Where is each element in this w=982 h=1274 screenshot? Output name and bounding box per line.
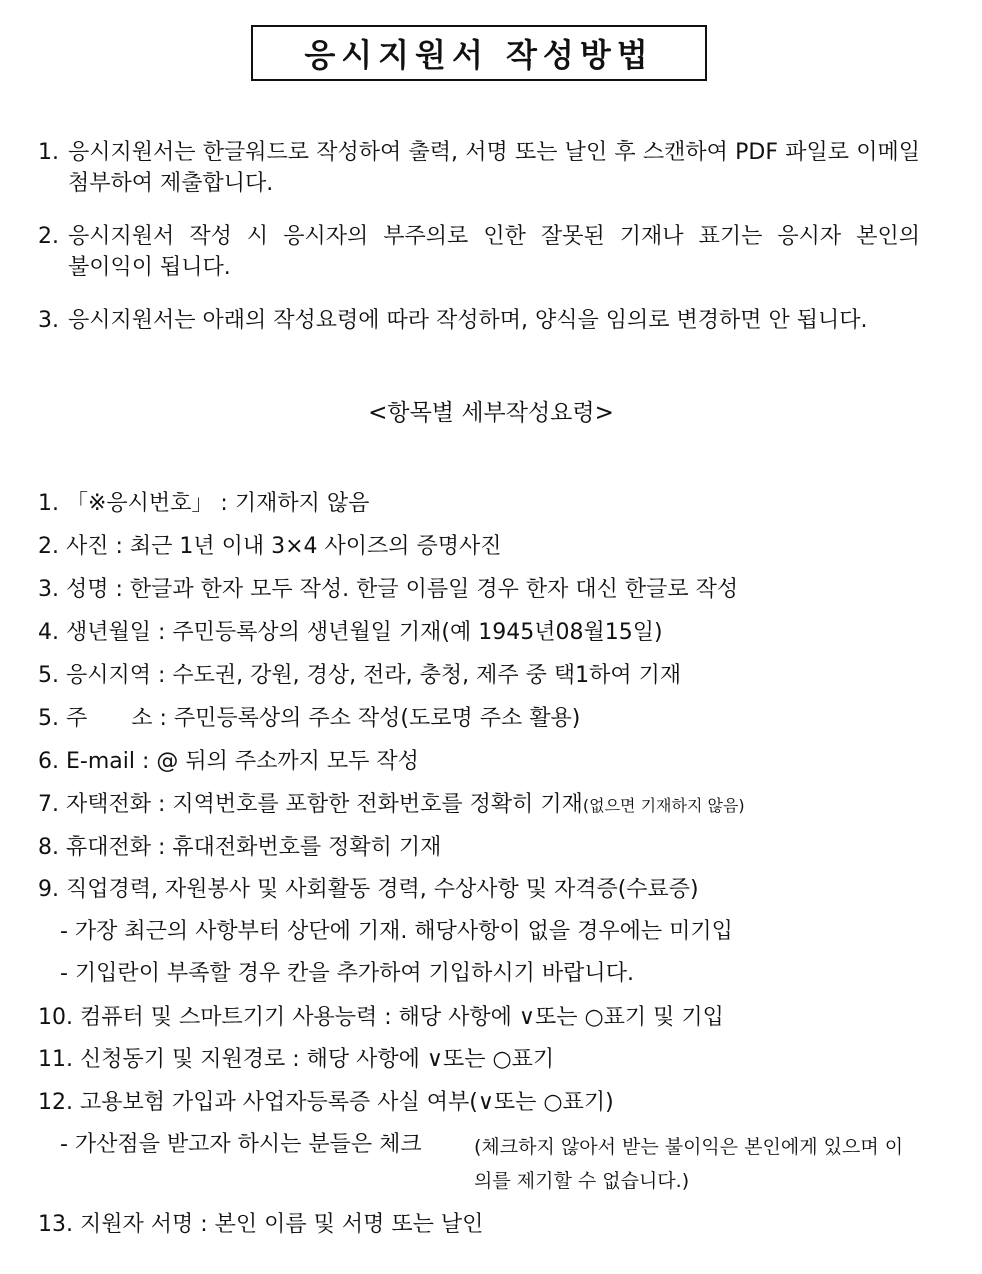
intro-number: 2.: [38, 224, 59, 249]
intro-item-1: [38, 137, 920, 199]
detail-item-5-address: 5. 주 소 : 주민등록상의 주소 작성(도로명 주소 활용): [38, 706, 581, 731]
detail-item-8: 8. 휴대전화 : 휴대전화번호를 정확히 기재: [38, 835, 442, 860]
detail-item-12-note-text: (체크하지 않아서 받는 불이익은 본인에게 있으며 이의를 제기할 수 없습니다.): [474, 1136, 904, 1192]
title-box: [251, 25, 707, 81]
detail-item-6: 6. E-mail : @ 뒤의 주소까지 모두 작성: [38, 749, 419, 774]
detail-item-9: 9. 직업경력, 자원봉사 및 사회활동 경력, 수상사항 및 자격증(수료증): [38, 877, 699, 902]
detail-item-1: 1. 「※응시번호」 : 기재하지 않음: [38, 491, 370, 516]
detail-item-11: 11. 신청동기 및 지원경로 : 해당 사항에 ∨또는 ○표기: [38, 1047, 555, 1072]
intro-item-3: [38, 305, 920, 336]
intro-number: 1.: [38, 140, 59, 165]
intro-text: 응시지원서는 아래의 작성요령에 따라 작성하며, 양식을 임의로 변경하면 안 됩니다.: [68, 308, 868, 333]
intro-text: 응시지원서는 한글워드로 작성하여 출력, 서명 또는 날인 후 스캔하여 PDF 파일로 이메일 첨부하여 제출합니다.: [68, 140, 920, 196]
detail-item-7: [38, 790, 938, 821]
detail-item-12: 12. 고용보험 가입과 사업자등록증 사실 여부(∨또는 ○표기): [38, 1090, 614, 1115]
intro-item-2: [38, 221, 920, 283]
detail-item-5: 5. 응시지역 : 수도권, 강원, 경상, 전라, 충청, 제주 중 택1하여 기재: [38, 663, 682, 688]
detail-item-12-note: [474, 1130, 914, 1198]
detail-item-13: 13. 지원자 서명 : 본인 이름 및 서명 또는 날인: [38, 1212, 484, 1237]
page-title: 응시지원서 작성방법: [304, 36, 654, 74]
detail-item-4: 4. 생년월일 : 주민등록상의 생년월일 기재(예 1945년08월15일): [38, 620, 663, 645]
detail-item-9-sub-1: - 가장 최근의 사항부터 상단에 기재. 해당사항이 없을 경우에는 미기입: [60, 919, 733, 944]
intro-number: 3.: [38, 308, 59, 333]
detail-item-3: 3. 성명 : 한글과 한자 모두 작성. 한글 이름일 경우 한자 대신 한글로 작성: [38, 577, 739, 602]
detail-item-2: 2. 사진 : 최근 1년 이내 3×4 사이즈의 증명사진: [38, 534, 502, 559]
section-subtitle: <항목별 세부작성요령>: [368, 400, 614, 426]
detail-item-9-sub-2: - 기입란이 부족할 경우 칸을 추가하여 기입하시기 바랍니다.: [60, 961, 634, 986]
detail-item-7-text: 7. 자택전화 : 지역번호를 포함한 전화번호를 정확히 기재: [38, 792, 583, 817]
detail-item-12-sub-text: - 가산점을 받고자 하시는 분들은 체크: [60, 1132, 422, 1157]
detail-item-10: 10. 컴퓨터 및 스마트기기 사용능력 : 해당 사항에 ∨또는 ○표기 및 기입: [38, 1005, 724, 1030]
detail-item-7-note: (없으면 기재하지 않음): [582, 796, 745, 815]
intro-text: 응시지원서 작성 시 응시자의 부주의로 인한 잘못된 기재나 표기는 응시자 본인의 불이익이 됩니다.: [68, 224, 920, 280]
